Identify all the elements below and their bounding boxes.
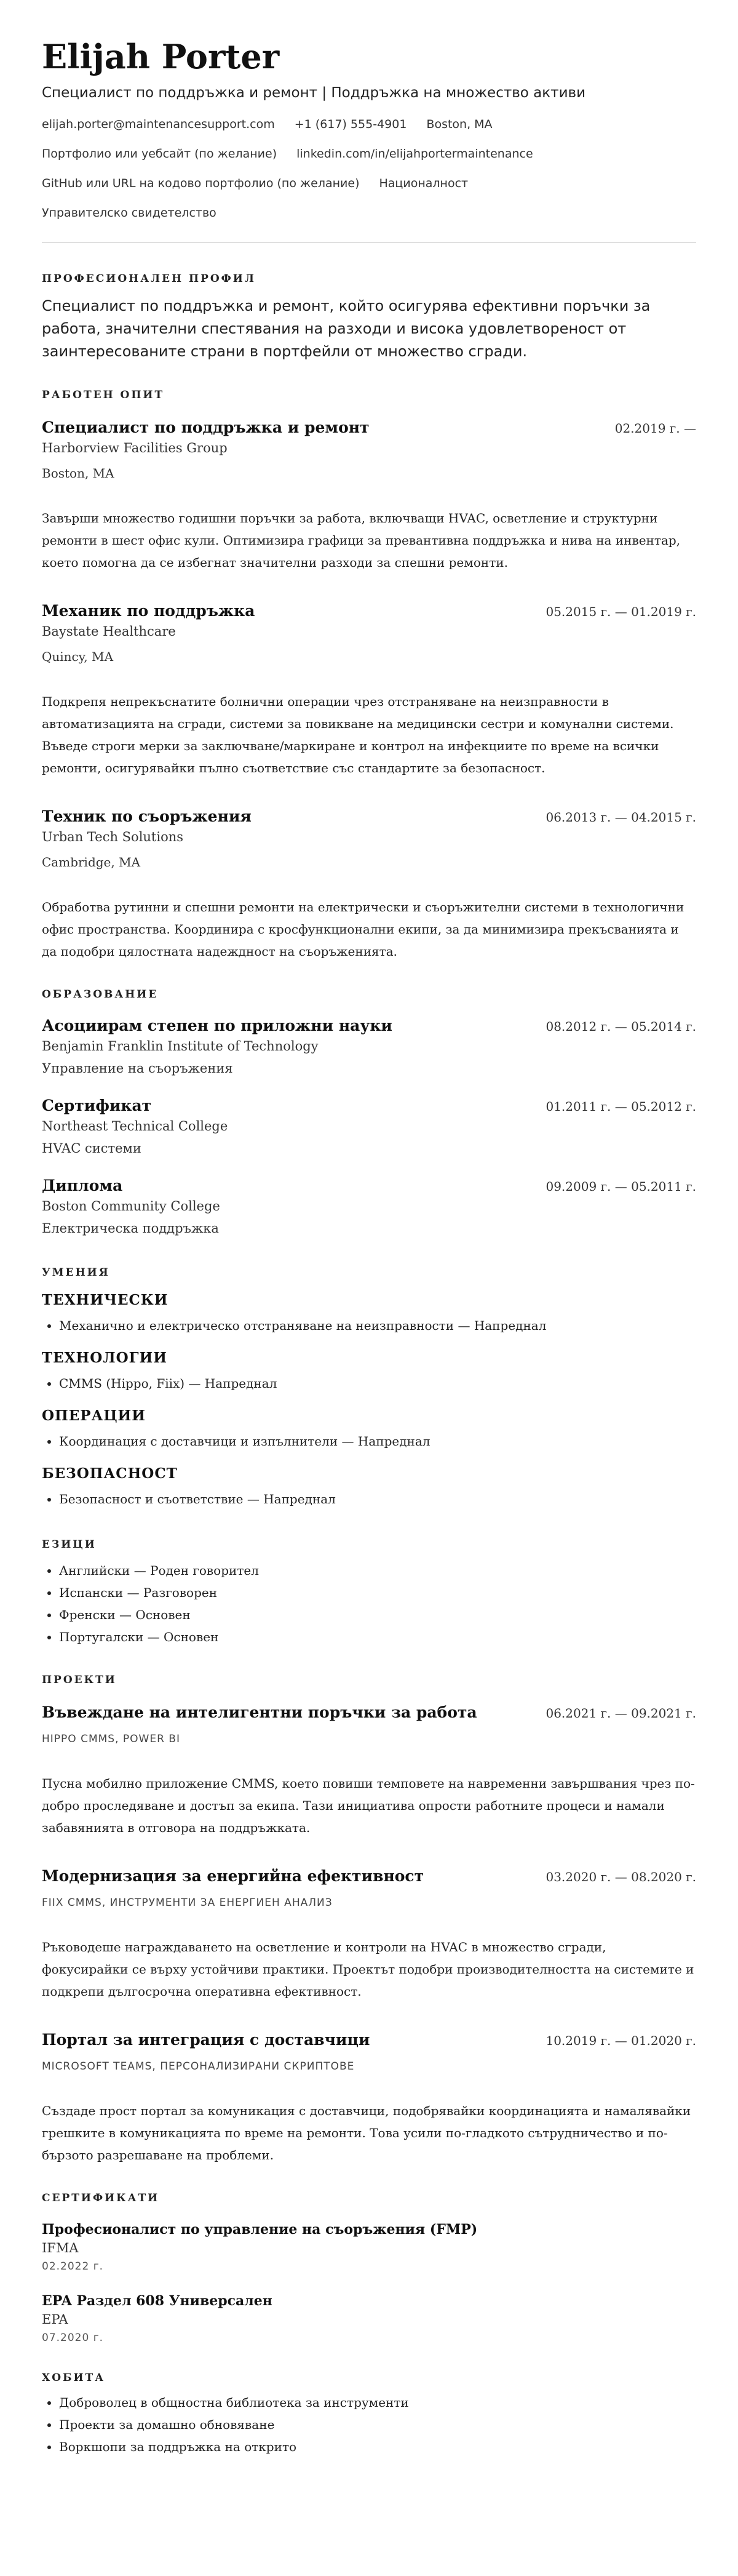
certificates-section-title: СЕРТИФИКАТИ [42, 2192, 160, 2204]
job-title: Механик по поддръжка [42, 602, 255, 620]
project-tech: MICROSOFT TEAMS, ПЕРСОНАЛИЗИРАНИ СКРИПТОВЕ [42, 2060, 355, 2073]
skill-item: • Безопасност и съответствие — Напреднал [59, 1488, 696, 1510]
languages-section-title: ЕЗИЦИ [42, 1538, 97, 1551]
job-title: Специалист по поддръжка и ремонт [42, 418, 370, 436]
certificate-date: 02.2022 г. [42, 2260, 104, 2273]
job-location: Boston, MA [42, 466, 114, 481]
skill-item: • Механично и електрическо отстраняване на неизправности — Напреднал [59, 1314, 696, 1337]
project-entry [42, 1866, 696, 2002]
study-field: Електрическа поддръжка [42, 1221, 219, 1236]
project-entry [42, 2030, 696, 2166]
skills-section-title: УМЕНИЯ [42, 1266, 110, 1279]
skill-group [42, 1407, 696, 1452]
job-company: Harborview Facilities Group [42, 441, 228, 455]
job-dates: 06.2013 г. — 04.2015 г. [546, 810, 696, 825]
skill-item: • CMMS (Hippo, Fiix) — Напреднал [59, 1372, 696, 1394]
degree-title: Сертификат [42, 1097, 152, 1114]
project-title: Портал за интеграция с доставчици [42, 2031, 370, 2049]
experience-entry [42, 417, 696, 574]
language-item: • Испански — Разговорен [59, 1582, 696, 1604]
experience-entry [42, 601, 696, 779]
school-name: Northeast Technical College [42, 1119, 228, 1134]
nationality-text: Националност [379, 177, 469, 190]
location-text: Boston, MA [426, 118, 493, 131]
hobby-item: • Проекти за домашно обновяване [59, 2414, 696, 2436]
project-tech: FIIX CMMS, ИНСТРУМЕНТИ ЗА ЕНЕРГИЕН АНАЛИЗ [42, 1897, 333, 1909]
education-entry [42, 1095, 696, 1158]
certificate-issuer: IFMA [42, 2241, 79, 2255]
language-item: • Португалски — Основен [59, 1626, 696, 1648]
job-company: Baystate Healthcare [42, 624, 176, 639]
language-item: • Английски — Роден говорител [59, 1559, 696, 1582]
school-name: Boston Community College [42, 1199, 220, 1214]
job-location: Cambridge, MA [42, 855, 141, 870]
school-name: Benjamin Franklin Institute of Technology [42, 1039, 319, 1054]
project-entry [42, 1702, 696, 1839]
skill-item: • Координация с доставчици и изпълнители — Напреднал [59, 1430, 696, 1452]
github-link[interactable]: GitHub или URL на кодово портфолио (по желание) [42, 177, 360, 190]
skill-group [42, 1291, 696, 1337]
experience-section-title: РАБОТЕН ОПИТ [42, 389, 165, 401]
skill-group-title: ТЕХНОЛОГИИ [42, 1350, 167, 1366]
profile-section-title: ПРОФЕСИОНАЛЕН ПРОФИЛ [42, 273, 256, 285]
project-description: Създаде прост портал за комуникация с доставчици, подобрявайки координацията и намалявайки грешките в комуникацията по време на ремонти. Това усили по-гладкото сътрудничество и по-бързото разрешаване на проблеми. [42, 2103, 691, 2162]
hobbies-list [42, 2391, 696, 2458]
job-location: Quincy, MA [42, 649, 114, 664]
project-dates: 06.2021 г. — 09.2021 г. [546, 1706, 696, 1721]
project-description: Пусна мобилно приложение CMMS, което повиши темповете на навременни завършвания чрез по-добро проследяване и достъп за екипа. Тази инициатива опрости работните процеси и намали забавянията в отговора на поддръжката. [42, 1776, 695, 1835]
degree-title: Диплома [42, 1177, 123, 1194]
job-dates: 02.2019 г. — [614, 421, 696, 436]
degree-title: Асоциирам степен по приложни науки [42, 1017, 392, 1034]
certificate-date: 07.2020 г. [42, 2332, 104, 2344]
skill-group-title: БЕЗОПАСНОСТ [42, 1465, 178, 1482]
study-field: Управление на съоръжения [42, 1061, 233, 1076]
project-dates: 03.2020 г. — 08.2020 г. [546, 1870, 696, 1884]
experience-entry [42, 806, 696, 962]
certificate-entry [42, 2220, 696, 2274]
contact-row-4 [42, 204, 696, 222]
portfolio-link[interactable]: Портфолио или уебсайт (по желание) [42, 147, 277, 161]
projects-section-title: ПРОЕКТИ [42, 1674, 117, 1686]
license-text: Управителско свидетелство [42, 206, 216, 220]
job-description: Обработва рутинни и спешни ремонти на електрически и съоръжителни системи в технологични офис пространства. Координира с кросфункционални екипи, за да минимизира прекъсванията и да подобри цялостната надеждност на съоръженията. [42, 900, 684, 959]
header-divider [42, 242, 696, 243]
certificate-entry [42, 2292, 696, 2346]
project-title: Въвеждане на интелигентни поръчки за работа [42, 1703, 477, 1721]
job-company: Urban Tech Solutions [42, 830, 184, 844]
project-tech: HIPPO CMMS, POWER BI [42, 1733, 180, 1745]
study-field: HVAC системи [42, 1141, 141, 1156]
job-description: Завърши множество годишни поръчки за работа, включващи HVAC, осветление и структурни ремонти в шест офис кули. Оптимизира графици за превантивна поддръжка и нива на инвентар, което помогна да се избегнат значителни разходи за спешни ремонти. [42, 511, 681, 570]
education-entry [42, 1015, 696, 1078]
language-item: • Френски — Основен [59, 1604, 696, 1626]
skill-list [42, 1430, 696, 1452]
skill-list [42, 1372, 696, 1394]
project-description: Ръководеше награждаването на осветление и контроли на HVAC в множество сгради, фокусирайки се върху устойчиви практики. Проектът подобри производителността на системите и подкрепи дългосрочна оперативна ефективност. [42, 1940, 694, 1999]
resume-content [42, 37, 696, 2458]
certificate-name: EPA Раздел 608 Универсален [42, 2293, 272, 2309]
skill-list [42, 1314, 696, 1337]
languages-list [42, 1559, 696, 1648]
skill-group-title: ОПЕРАЦИИ [42, 1407, 146, 1424]
contact-row-3 [42, 175, 696, 192]
education-section-title: ОБРАЗОВАНИЕ [42, 988, 159, 1001]
skill-list [42, 1488, 696, 1510]
contact-row-2 [42, 145, 696, 162]
education-dates: 01.2011 г. — 05.2012 г. [546, 1099, 696, 1114]
contact-row-1 [42, 116, 696, 133]
candidate-name: Elijah Porter [42, 37, 280, 76]
hobbies-section-title: ХОБИТА [42, 2372, 106, 2384]
phone-link[interactable]: +1 (617) 555-4901 [294, 118, 407, 131]
email-link[interactable]: elijah.porter@maintenancesupport.com [42, 118, 275, 131]
project-title: Модернизация за енергийна ефективност [42, 1867, 424, 1885]
candidate-headline: Специалист по поддръжка и ремонт | Поддръжка на множество активи [42, 85, 586, 101]
job-description: Подкрепя непрекъснатите болнични операции чрез отстраняване на неизправности в автоматизацията на сгради, системи за повикване на медицински сестри и комунални системи. Въведе строги мерки за заключване/маркиране и контрол на инфекциите по време на всички ремонти, осигурявайки пълно съответствие със стандартите за безопасност. [42, 694, 674, 775]
job-dates: 05.2015 г. — 01.2019 г. [546, 604, 696, 619]
hobby-item: • Воркшопи за поддръжка на открито [59, 2436, 696, 2458]
profile-summary: Специалист по поддръжка и ремонт, който осигурява ефективни поръчки за работа, значителни спестявания на разходи и висока удовлетвореност от заинтересованите страни в портфейли от множество сгради. [42, 297, 651, 360]
skill-group [42, 1465, 696, 1510]
education-dates: 08.2012 г. — 05.2014 г. [546, 1019, 696, 1034]
education-dates: 09.2009 г. — 05.2011 г. [546, 1179, 696, 1194]
skill-group [42, 1349, 696, 1394]
skill-group-title: ТЕХНИЧЕСКИ [42, 1292, 169, 1308]
certificate-issuer: EPA [42, 2312, 68, 2327]
education-entry [42, 1175, 696, 1238]
job-title: Техник по съоръжения [42, 807, 252, 825]
linkedin-link[interactable]: linkedin.com/in/elijahportermaintenance [296, 147, 533, 161]
project-dates: 10.2019 г. — 01.2020 г. [546, 2033, 696, 2048]
certificate-name: Професионалист по управление на съоръжения (FMP) [42, 2222, 478, 2238]
hobby-item: • Доброволец в общностна библиотека за инструменти [59, 2391, 696, 2414]
